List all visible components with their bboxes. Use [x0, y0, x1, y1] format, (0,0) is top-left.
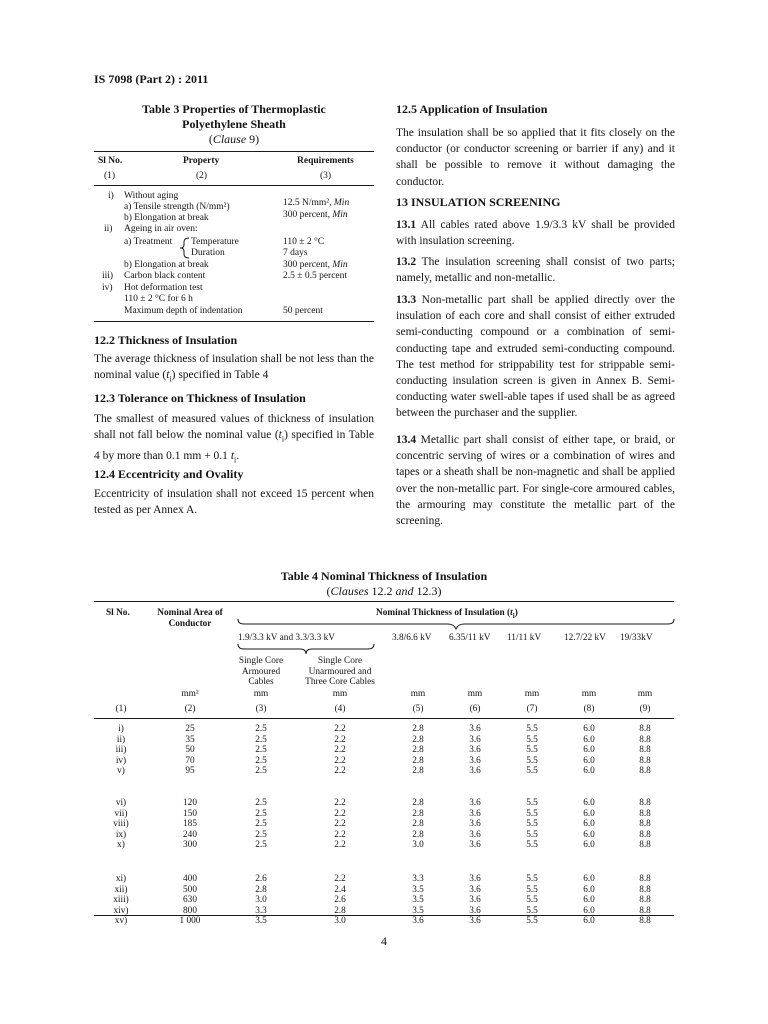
table4-unit-cell: mm	[524, 689, 540, 699]
table4-cell: 5.5	[526, 798, 538, 808]
document-reference: IS 7098 (Part 2) : 2011	[94, 72, 209, 86]
table4-cell: 3.0	[334, 916, 346, 927]
table4-cell: 6.0	[583, 745, 595, 756]
table4-header-area	[145, 608, 235, 629]
table3-row-property: b) Elongation at break	[124, 213, 209, 223]
header-text: Nominal Thickness of Insulation (	[376, 608, 511, 618]
table4-row-slno: vi)	[115, 798, 127, 808]
table4-cell: 2.2	[334, 766, 346, 777]
table3-row-requirement: 7 days	[283, 248, 308, 258]
table3-header-requirements: Requirements	[297, 156, 354, 166]
clause-number: 13.4	[396, 434, 417, 446]
table4-cell: 3.6	[469, 724, 481, 734]
table3-row-property: 110 ± 2 °C for 6 h	[124, 294, 193, 304]
table4-cell: 2.8	[412, 829, 424, 840]
table4-cell: 2.2	[334, 840, 346, 851]
table4-cell: 8.8	[639, 755, 651, 766]
header-line: Three Core Cables	[305, 677, 375, 688]
table4-cell: 2.5	[255, 829, 267, 840]
table4-row-slno: xiv)	[113, 905, 129, 916]
table4-cell: 6.0	[583, 808, 595, 819]
table4-cell: 2.5	[255, 724, 267, 734]
table4-cell: 3.5	[412, 895, 424, 906]
section-13-3-body	[396, 292, 675, 422]
table4-header-voltage-5: 3.8/6.6 kV	[392, 633, 432, 643]
table4-cell: 5.5	[526, 829, 538, 840]
clause-open: (	[326, 584, 331, 598]
table3-row-requirement	[283, 210, 348, 221]
var-t: t	[230, 449, 235, 462]
section-12-3-body	[94, 411, 374, 468]
table4-cell: 25	[185, 724, 195, 734]
table4-cell: 8.8	[639, 745, 651, 756]
table3-row-no: iv)	[102, 283, 113, 293]
table3-row-property: Ageing in air oven:	[124, 224, 198, 234]
section-12-3-heading: 12.3 Tolerance on Thickness of Insulation	[94, 391, 306, 405]
table4-unit-cell: mm	[467, 689, 483, 699]
section-12-4-heading: 12.4 Eccentricity and Ovality	[94, 467, 244, 481]
table4-header-col3	[232, 656, 290, 688]
table3-header-rule	[94, 185, 374, 186]
table4-row-slno: xiii)	[113, 895, 129, 906]
table4-colnum-cell: (5)	[412, 704, 424, 714]
header-line: Single Core	[238, 656, 284, 666]
table4-row-slno: iii)	[115, 745, 127, 756]
table4-cell: 2.5	[255, 766, 267, 777]
var-t: t	[166, 369, 170, 382]
table4-cell: 3.6	[469, 766, 481, 777]
table4-cell: 150	[183, 808, 197, 819]
section-13-2-body	[396, 254, 675, 286]
table4-cell: 3.6	[469, 840, 481, 851]
table4-colnum-cell: (2)	[184, 704, 196, 714]
table4-cell: 2.8	[412, 755, 424, 766]
table4-colnum-cell: (9)	[639, 704, 651, 714]
table3-clause	[94, 132, 374, 147]
table3-colnum-1: (1)	[104, 171, 116, 181]
table4-cell: 3.5	[412, 884, 424, 895]
table3-row-subproperty: Duration	[191, 248, 225, 258]
table4-cell: 2.2	[334, 734, 346, 745]
table4-cell: 5.5	[526, 808, 538, 819]
var-t: t	[278, 429, 282, 442]
text-part: The insulation screening shall consist of two parts; namely, metallic and non-metallic.	[396, 256, 675, 285]
section-13-4-body	[396, 432, 675, 529]
clause-word: Clauses	[330, 584, 369, 598]
table4-row-slno: vii)	[114, 808, 128, 819]
table4-cell: 5.5	[526, 766, 538, 777]
header-line: Armoured	[241, 666, 281, 677]
table4-cell: 2.5	[255, 808, 267, 819]
table4-cell: 8.8	[639, 829, 651, 840]
table4-cell: 8.8	[639, 808, 651, 819]
table4-cell: 1 000	[179, 916, 201, 927]
low-voltage-brace-icon	[236, 642, 376, 656]
table3-header-slno: Sl No.	[98, 156, 123, 166]
clause-mid: 12.2	[368, 584, 396, 598]
table4-colnum-cell: (8)	[583, 704, 595, 714]
table4-cell: 2.2	[334, 819, 346, 830]
table4-header-col4	[298, 656, 382, 688]
table4-header-voltage-8: 12.7/22 kV	[564, 633, 606, 643]
table4-cell: 8.8	[639, 734, 651, 745]
table4-cell: 3.6	[469, 798, 481, 808]
treatment-brace-icon	[177, 236, 191, 260]
table4-header-rule	[94, 718, 674, 719]
table4-unit-cell: mm	[581, 689, 597, 699]
var-sub: i	[169, 374, 172, 384]
table3-req-min: Min	[333, 198, 350, 208]
table4-cell: 6.0	[583, 905, 595, 916]
table4-clause	[0, 584, 768, 599]
table3-row-requirement: 2.5 ± 0.5 percent	[283, 271, 348, 281]
table3-row-no: iii)	[102, 271, 114, 281]
table4-cell: 50	[185, 745, 195, 756]
table4-row-slno: viii)	[113, 819, 129, 830]
table4-unit-cell: mm	[332, 689, 348, 699]
table4-cell: 500	[183, 884, 197, 895]
table4-unit-cell: mm²	[181, 689, 199, 699]
table4-cell: 8.8	[639, 884, 651, 895]
text-part: The average thickness of insulation shall be not less than the nominal value (	[94, 353, 374, 382]
table3-row-requirement: 110 ± 2 °C	[283, 237, 325, 247]
section-12-5-body: The insulation shall be so applied that it fits closely on the conductor (or conductor screening or barrier if any) and it shall be possible to remove it without damaging the conductor.	[396, 127, 675, 188]
table4-cell: 185	[183, 819, 197, 830]
table4-colnum-cell: (6)	[469, 704, 481, 714]
table4-cell: 2.2	[334, 798, 346, 808]
table3-row-requirement	[283, 198, 349, 209]
table4-cell: 2.2	[334, 829, 346, 840]
table4-cell: 3.0	[412, 840, 424, 851]
table4-cell: 2.4	[334, 884, 346, 895]
table4-cell: 3.3	[412, 874, 424, 884]
table4-cell: 6.0	[583, 724, 595, 734]
text-part: .	[236, 449, 240, 462]
table4-cell: 2.5	[255, 734, 267, 745]
table4-cell: 5.5	[526, 734, 538, 745]
table4-cell: 8.8	[639, 798, 651, 808]
table4-cell: 3.6	[469, 755, 481, 766]
table4-row-slno: i)	[118, 724, 124, 734]
table4-cell: 6.0	[583, 874, 595, 884]
table4-cell: 2.5	[255, 798, 267, 808]
table4-cell: 3.6	[469, 884, 481, 895]
section-12-5-heading: 12.5 Application of Insulation	[396, 102, 548, 116]
table4-cell: 70	[185, 755, 195, 766]
table3-top-rule	[94, 151, 374, 152]
clause-and: and	[395, 584, 414, 598]
table4-unit-cell: mm	[410, 689, 426, 699]
table4-cell: 6.0	[583, 916, 595, 927]
table3-row-requirement: 50 percent	[283, 306, 323, 316]
table4-cell: 2.8	[412, 724, 424, 734]
table3-req-min: Min	[332, 210, 348, 220]
table4-cell: 3.5	[412, 905, 424, 916]
table4-cell: 2.2	[334, 808, 346, 819]
table4-cell: 2.8	[412, 766, 424, 777]
table4-cell: 3.6	[469, 895, 481, 906]
table3-req-text: 300 percent,	[283, 210, 333, 220]
table4-cell: 3.6	[469, 734, 481, 745]
table4-cell: 6.0	[583, 766, 595, 777]
table3-clause-num: 9)	[246, 132, 260, 146]
table4-cell: 2.8	[412, 734, 424, 745]
table3-title-line2: Polyethylene Sheath	[182, 117, 286, 131]
table3-req-text: 300 percent,	[283, 260, 333, 270]
table3-bottom-rule	[94, 321, 374, 322]
text-part: ) specified in Table 4 by more than 0.1 mm + 0.1	[94, 429, 374, 462]
section-13-1-body	[396, 217, 675, 249]
table4-cell: 8.8	[639, 895, 651, 906]
table3-title	[94, 102, 374, 132]
table4-cell: 6.0	[583, 829, 595, 840]
header-line: Nominal Area of	[157, 608, 223, 618]
section-12-4-body: Eccentricity of insulation shall not exceed 15 percent when tested as per Annex A.	[94, 488, 374, 517]
table4-row-slno: iv)	[115, 755, 127, 766]
table4-row-slno: ii)	[116, 734, 126, 745]
table4-cell: 3.6	[469, 819, 481, 830]
table4-cell: 8.8	[639, 766, 651, 777]
table4-cell: 3.6	[469, 808, 481, 819]
table3-row-property: a) Treatment	[124, 237, 173, 247]
table4-header-voltage-6: 6.35/11 kV	[449, 633, 491, 643]
table3-req-text: 12.5 N/mm²,	[283, 198, 334, 208]
table4-cell: 5.5	[526, 819, 538, 830]
text-part: ) specified in Table 4	[171, 369, 269, 382]
table4-row-slno: x)	[117, 840, 125, 851]
section-13-heading: 13 INSULATION SCREENING	[396, 195, 561, 209]
table4-cell: 2.2	[334, 874, 346, 884]
table3-colnum-2: (2)	[196, 171, 208, 181]
text-part: Non-metallic part shall be applied directly over the insulation of each core and shall consist of either extruded semi-conducting compound or a combination of semi-conducting tape and extruded semi-conducting compound. The test method for strippability test for strippable semi-conducting insulation screen is given in Annex B. Semi-conducting water swell-able tapes if used shall be as agreed between the purchaser and the supplier.	[396, 294, 675, 420]
table4-cell: 6.0	[583, 819, 595, 830]
table4-colnum-cell: (7)	[526, 704, 538, 714]
table4-cell: 5.5	[526, 884, 538, 895]
table4-cell: 2.5	[255, 819, 267, 830]
table4-cell: 2.2	[334, 755, 346, 766]
table3-row-property: Carbon black content	[124, 271, 206, 281]
header-line: Single Core	[317, 656, 363, 666]
table4-cell: 3.6	[469, 916, 481, 927]
table4-cell: 3.5	[255, 916, 267, 927]
table3-clause-word: Clause	[212, 132, 247, 146]
table4-colnum-cell: (3)	[255, 704, 267, 714]
table4-cell: 2.8	[412, 745, 424, 756]
table4-cell: 2.2	[334, 745, 346, 756]
table4-cell: 8.8	[639, 905, 651, 916]
table4-unit-cell: mm	[253, 689, 269, 699]
table4-bottom-rule	[94, 915, 674, 916]
table4-cell: 2.2	[334, 724, 346, 734]
section-12-2-heading: 12.2 Thickness of Insulation	[94, 333, 238, 347]
table4-cell: 8.8	[639, 874, 651, 884]
header-text: )	[514, 608, 518, 618]
table3-row-no: ii)	[104, 224, 113, 234]
table4-cell: 2.6	[255, 874, 267, 884]
table4-cell: 3.3	[255, 905, 267, 916]
table4-cell: 5.5	[526, 840, 538, 851]
table4-cell: 6.0	[583, 734, 595, 745]
header-line: Conductor	[168, 618, 212, 629]
table4-colnum-cell: (4)	[334, 704, 346, 714]
table4-header-voltage-9: 19/33kV	[620, 633, 653, 643]
table4-cell: 300	[183, 840, 197, 851]
text-part: The smallest of measured values of thickness of insulation shall not fall below the nominal value (	[94, 413, 374, 442]
table4-cell: 2.8	[412, 808, 424, 819]
table4-cell: 8.8	[639, 724, 651, 734]
table4-cell: 2.5	[255, 745, 267, 756]
table4-cell: 800	[183, 905, 197, 916]
table3-header-property: Property	[183, 156, 220, 166]
section-12-2-body	[94, 351, 374, 388]
table4-cell: 5.5	[526, 745, 538, 756]
table4-cell: 3.6	[469, 829, 481, 840]
table4-row-slno: v)	[117, 766, 125, 777]
table4-unit-cell: mm	[637, 689, 653, 699]
table4-cell: 5.5	[526, 724, 538, 734]
var-sub: i	[281, 434, 285, 444]
table4-cell: 2.5	[255, 755, 267, 766]
table4-row-slno: ix)	[115, 829, 127, 840]
var-t: t	[510, 608, 513, 618]
table4-cell: 5.5	[526, 755, 538, 766]
table4-cell: 6.0	[583, 895, 595, 906]
table4-cell: 3.6	[469, 905, 481, 916]
table4-row-slno: xv)	[114, 916, 128, 927]
table3-row-property: Without aging	[124, 191, 179, 201]
table3-req-min: Min	[332, 260, 348, 270]
thickness-group-brace-icon	[236, 617, 676, 631]
table3-row-no: i)	[108, 191, 114, 201]
table4-cell: 2.8	[412, 798, 424, 808]
table3-row-subproperty: Temperature	[191, 237, 239, 247]
table3-clause-open: (	[208, 132, 213, 146]
table4-cell: 120	[183, 798, 197, 808]
table4-cell: 630	[183, 895, 197, 906]
table4-cell: 3.6	[469, 745, 481, 756]
var-sub: i	[234, 455, 237, 464]
table4-cell: 5.5	[526, 874, 538, 884]
table4-header-voltage-7: 11/11 kV	[507, 633, 542, 643]
table4-cell: 95	[185, 766, 195, 777]
clause-number: 13.2	[396, 256, 417, 268]
table4-cell: 2.8	[334, 905, 346, 916]
table4-cell: 6.0	[583, 884, 595, 895]
table3-colnum-3: (3)	[320, 171, 332, 181]
table4-cell: 3.0	[255, 895, 267, 906]
table3-row-requirement	[283, 260, 348, 271]
table4-cell: 6.0	[583, 798, 595, 808]
table4-cell: 5.5	[526, 916, 538, 927]
table4-cell: 35	[185, 734, 195, 745]
table4-header-slno: Sl No.	[106, 608, 130, 618]
table4-cell: 5.5	[526, 895, 538, 906]
text-part: All cables rated above 1.9/3.3 kV shall be provided with insulation screening.	[396, 219, 675, 248]
table3-row-property: Hot deformation test	[124, 283, 203, 293]
table4-cell: 3.6	[412, 916, 424, 927]
table4-title: Table 4 Nominal Thickness of Insulation	[280, 569, 488, 583]
table4-cell: 8.8	[639, 819, 651, 830]
table3-row-property: Maximum depth of indentation	[124, 306, 243, 316]
table4-cell: 2.8	[255, 884, 267, 895]
table4-cell: 8.8	[639, 916, 651, 927]
table4-header-voltage-low: 1.9/3.3 kV and 3.3/3.3 kV	[238, 633, 335, 643]
table4-cell: 240	[183, 829, 197, 840]
table4-cell: 3.6	[469, 874, 481, 884]
table4-cell: 2.8	[412, 819, 424, 830]
text-part: Metallic part shall consist of either tape, or braid, or concentric serving of wires or a combination of wires and tapes or a sheath shall be non-magnetic and shall be applied over the non-metallic part. For single-core armoured cables, the armouring may constitute the metallic part of the screening.	[396, 434, 675, 528]
table4-row-slno: xii)	[114, 884, 128, 895]
var-sub: i	[512, 611, 515, 620]
table4-cell: 6.0	[583, 755, 595, 766]
table4-colnum-cell: (1)	[115, 704, 127, 714]
table4-cell: 400	[183, 874, 197, 884]
table4-cell: 2.6	[334, 895, 346, 906]
table4-cell: 2.5	[255, 840, 267, 851]
table4-top-rule	[94, 601, 674, 602]
header-line: Cables	[248, 677, 274, 688]
table4-cell: 6.0	[583, 840, 595, 851]
table4-row-slno: xi)	[115, 874, 127, 884]
page-number: 4	[381, 934, 387, 948]
table4-cell: 5.5	[526, 905, 538, 916]
clause-number: 13.3	[396, 294, 417, 306]
table3-row-property: b) Elongation at break	[124, 260, 209, 270]
clause-end: 12.3)	[413, 584, 442, 598]
table3-row-property: a) Tensile strength (N/mm²)	[124, 202, 230, 212]
clause-number: 13.1	[396, 219, 417, 231]
table4-cell: 8.8	[639, 840, 651, 851]
header-line: Unarmoured and	[308, 666, 372, 677]
table3-title-line1: Table 3 Properties of Thermoplastic	[142, 102, 326, 116]
